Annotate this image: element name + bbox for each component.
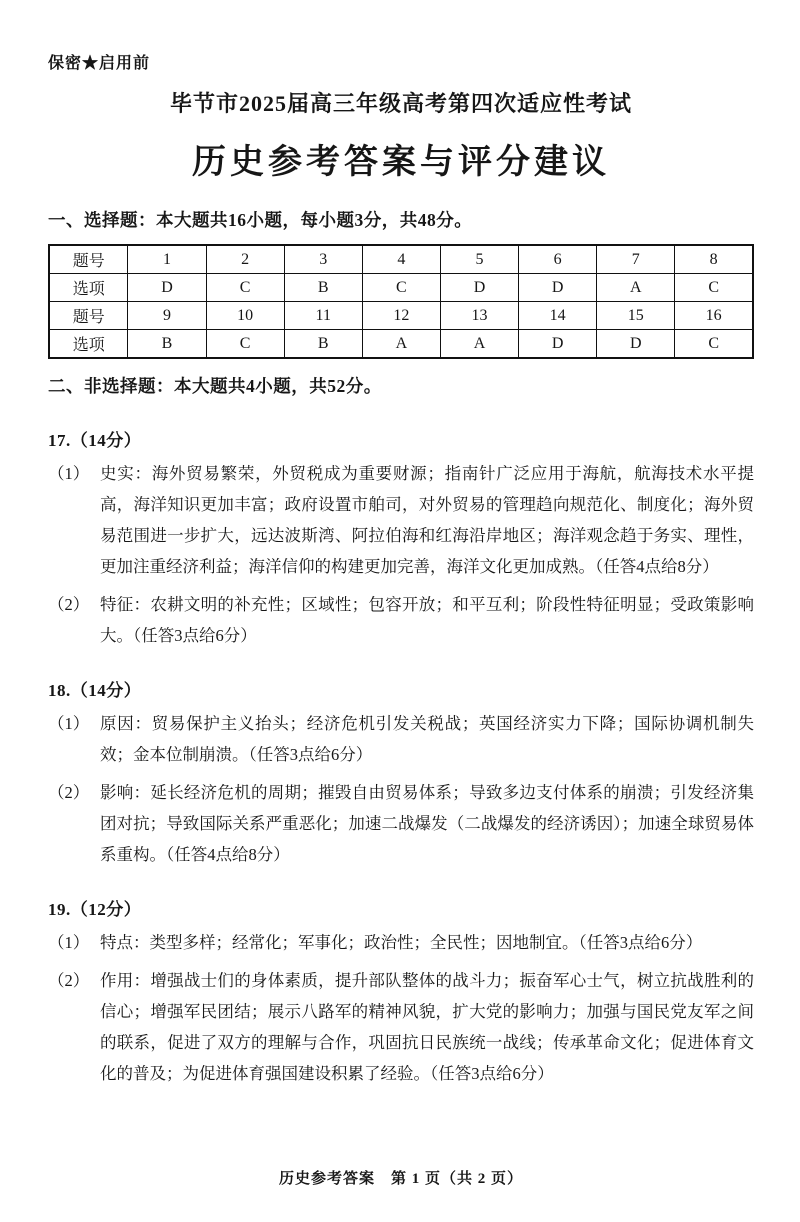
question-17 [48, 414, 754, 658]
table-cell: A [597, 274, 675, 302]
question-number: 18.（14分） [48, 681, 142, 701]
part-text: 特征：农耕文明的补充性；区域性；包容开放；和平互利；阶段性特征明显；受政策影响大。（任答3点给6分） [100, 595, 754, 646]
answer-table [48, 244, 754, 359]
exam-title: 毕节市2025届高三年级高考第四次适应性考试 [169, 91, 632, 116]
table-cell: 10 [206, 302, 284, 330]
part-label: （1） [48, 464, 90, 483]
table-row [49, 245, 753, 274]
table-row [49, 330, 753, 359]
table-cell: C [362, 274, 440, 302]
part-label: （2） [48, 595, 90, 615]
question-number: 19.（12分） [48, 900, 142, 920]
part-text: 史实：海外贸易繁荣，外贸税成为重要财源；指南针广泛应用于海航，航海技术水平提高，海洋知识更加丰富；政府设置市舶司，对外贸易的管理趋向规范化、制度化；海外贸易范围进一步扩大，远达波斯湾、阿拉伯海和红海沿岸地区；海洋观念趋于务实、理性，更加注重经济利益；海洋信仰的构建更加完善，海洋文化更加成熟。（任答4点给8分） [100, 464, 754, 577]
part-text: 特点：类型多样；经常化；军事化；政治性；全民性；因地制宜。（任答3点给6分） [100, 933, 703, 953]
answer-part [48, 589, 754, 651]
part-text: 原因：贸易保护主义抬头；经济危机引发关税战；英国经济实力下降；国际协调机制失效；金本位制崩溃。（任答3点给6分） [100, 714, 754, 765]
table-cell: C [675, 330, 753, 359]
table-cell: D [519, 330, 597, 359]
table-row [49, 302, 753, 330]
table-row-label: 题号 [49, 302, 128, 330]
table-cell: A [440, 330, 518, 359]
choice-section-heading: 一、选择题：本大题共16小题，每小题3分，共48分。 [48, 210, 473, 230]
table-cell: 12 [362, 302, 440, 330]
part-text: 影响：延长经济危机的周期；摧毁自由贸易体系；导致多边支付体系的崩溃；引发经济集团对抗；导致国际关系严重恶化；加速二战爆发（二战爆发的经济诱因）；加速全球贸易体系重构。（任答4点给8分） [100, 783, 754, 865]
essay-section-heading: 二、非选择题：本大题共4小题，共52分。 [48, 376, 382, 396]
table-cell: B [128, 330, 206, 359]
table-cell: 14 [519, 302, 597, 330]
answer-part [48, 708, 754, 770]
table-cell: C [675, 274, 753, 302]
table-cell: A [362, 330, 440, 359]
table-cell: 5 [440, 245, 518, 274]
question-19 [48, 883, 754, 1096]
table-cell: D [128, 274, 206, 302]
table-row-label: 题号 [49, 245, 128, 274]
answer-part [48, 458, 754, 582]
table-cell: 15 [597, 302, 675, 330]
question-number: 17.（14分） [48, 431, 142, 450]
table-cell: 1 [128, 245, 206, 274]
part-text: 作用：增强战士们的身体素质，提升部队整体的战斗力；振奋军心士气，树立抗战胜利的信心；增强军民团结；展示八路军的精神风貌，扩大党的影响力；加强与国民党友军之间的联系，促进了双方的理解与合作，巩固抗日民族统一战线；传承革命文化；促进体育文化的普及；为促进体育强国建设积累了经验。（任答3点给6分） [100, 971, 754, 1084]
table-cell: B [284, 330, 362, 359]
table-row-label: 选项 [49, 330, 128, 359]
table-row [49, 274, 753, 302]
table-cell: 16 [675, 302, 753, 330]
part-label: （2） [48, 783, 90, 803]
table-cell: B [284, 274, 362, 302]
question-18 [48, 664, 754, 877]
table-cell: 9 [128, 302, 206, 330]
table-cell: 11 [284, 302, 362, 330]
table-cell: D [597, 330, 675, 359]
part-label: （2） [48, 971, 90, 991]
answer-part [48, 965, 754, 1089]
answer-part [48, 777, 754, 870]
part-label: （1） [48, 714, 90, 734]
table-cell: 4 [362, 245, 440, 274]
table-cell: 3 [284, 245, 362, 274]
page-footer: 历史参考答案 第 1 页（共 2 页） [278, 1171, 523, 1187]
table-cell: 13 [440, 302, 518, 330]
confidential-notice: 保密★启用前 [48, 55, 151, 72]
table-cell: 7 [597, 245, 675, 274]
table-cell: 8 [675, 245, 753, 274]
table-cell: D [440, 274, 518, 302]
table-row-label: 选项 [49, 274, 128, 302]
table-cell: C [206, 330, 284, 359]
page-title: 历史参考答案与评分建议 [192, 144, 610, 181]
table-cell: D [519, 274, 597, 302]
part-label: （1） [48, 933, 90, 953]
table-cell: 2 [206, 245, 284, 274]
answer-part [48, 927, 754, 958]
table-cell: 6 [519, 245, 597, 274]
table-cell: C [206, 274, 284, 302]
